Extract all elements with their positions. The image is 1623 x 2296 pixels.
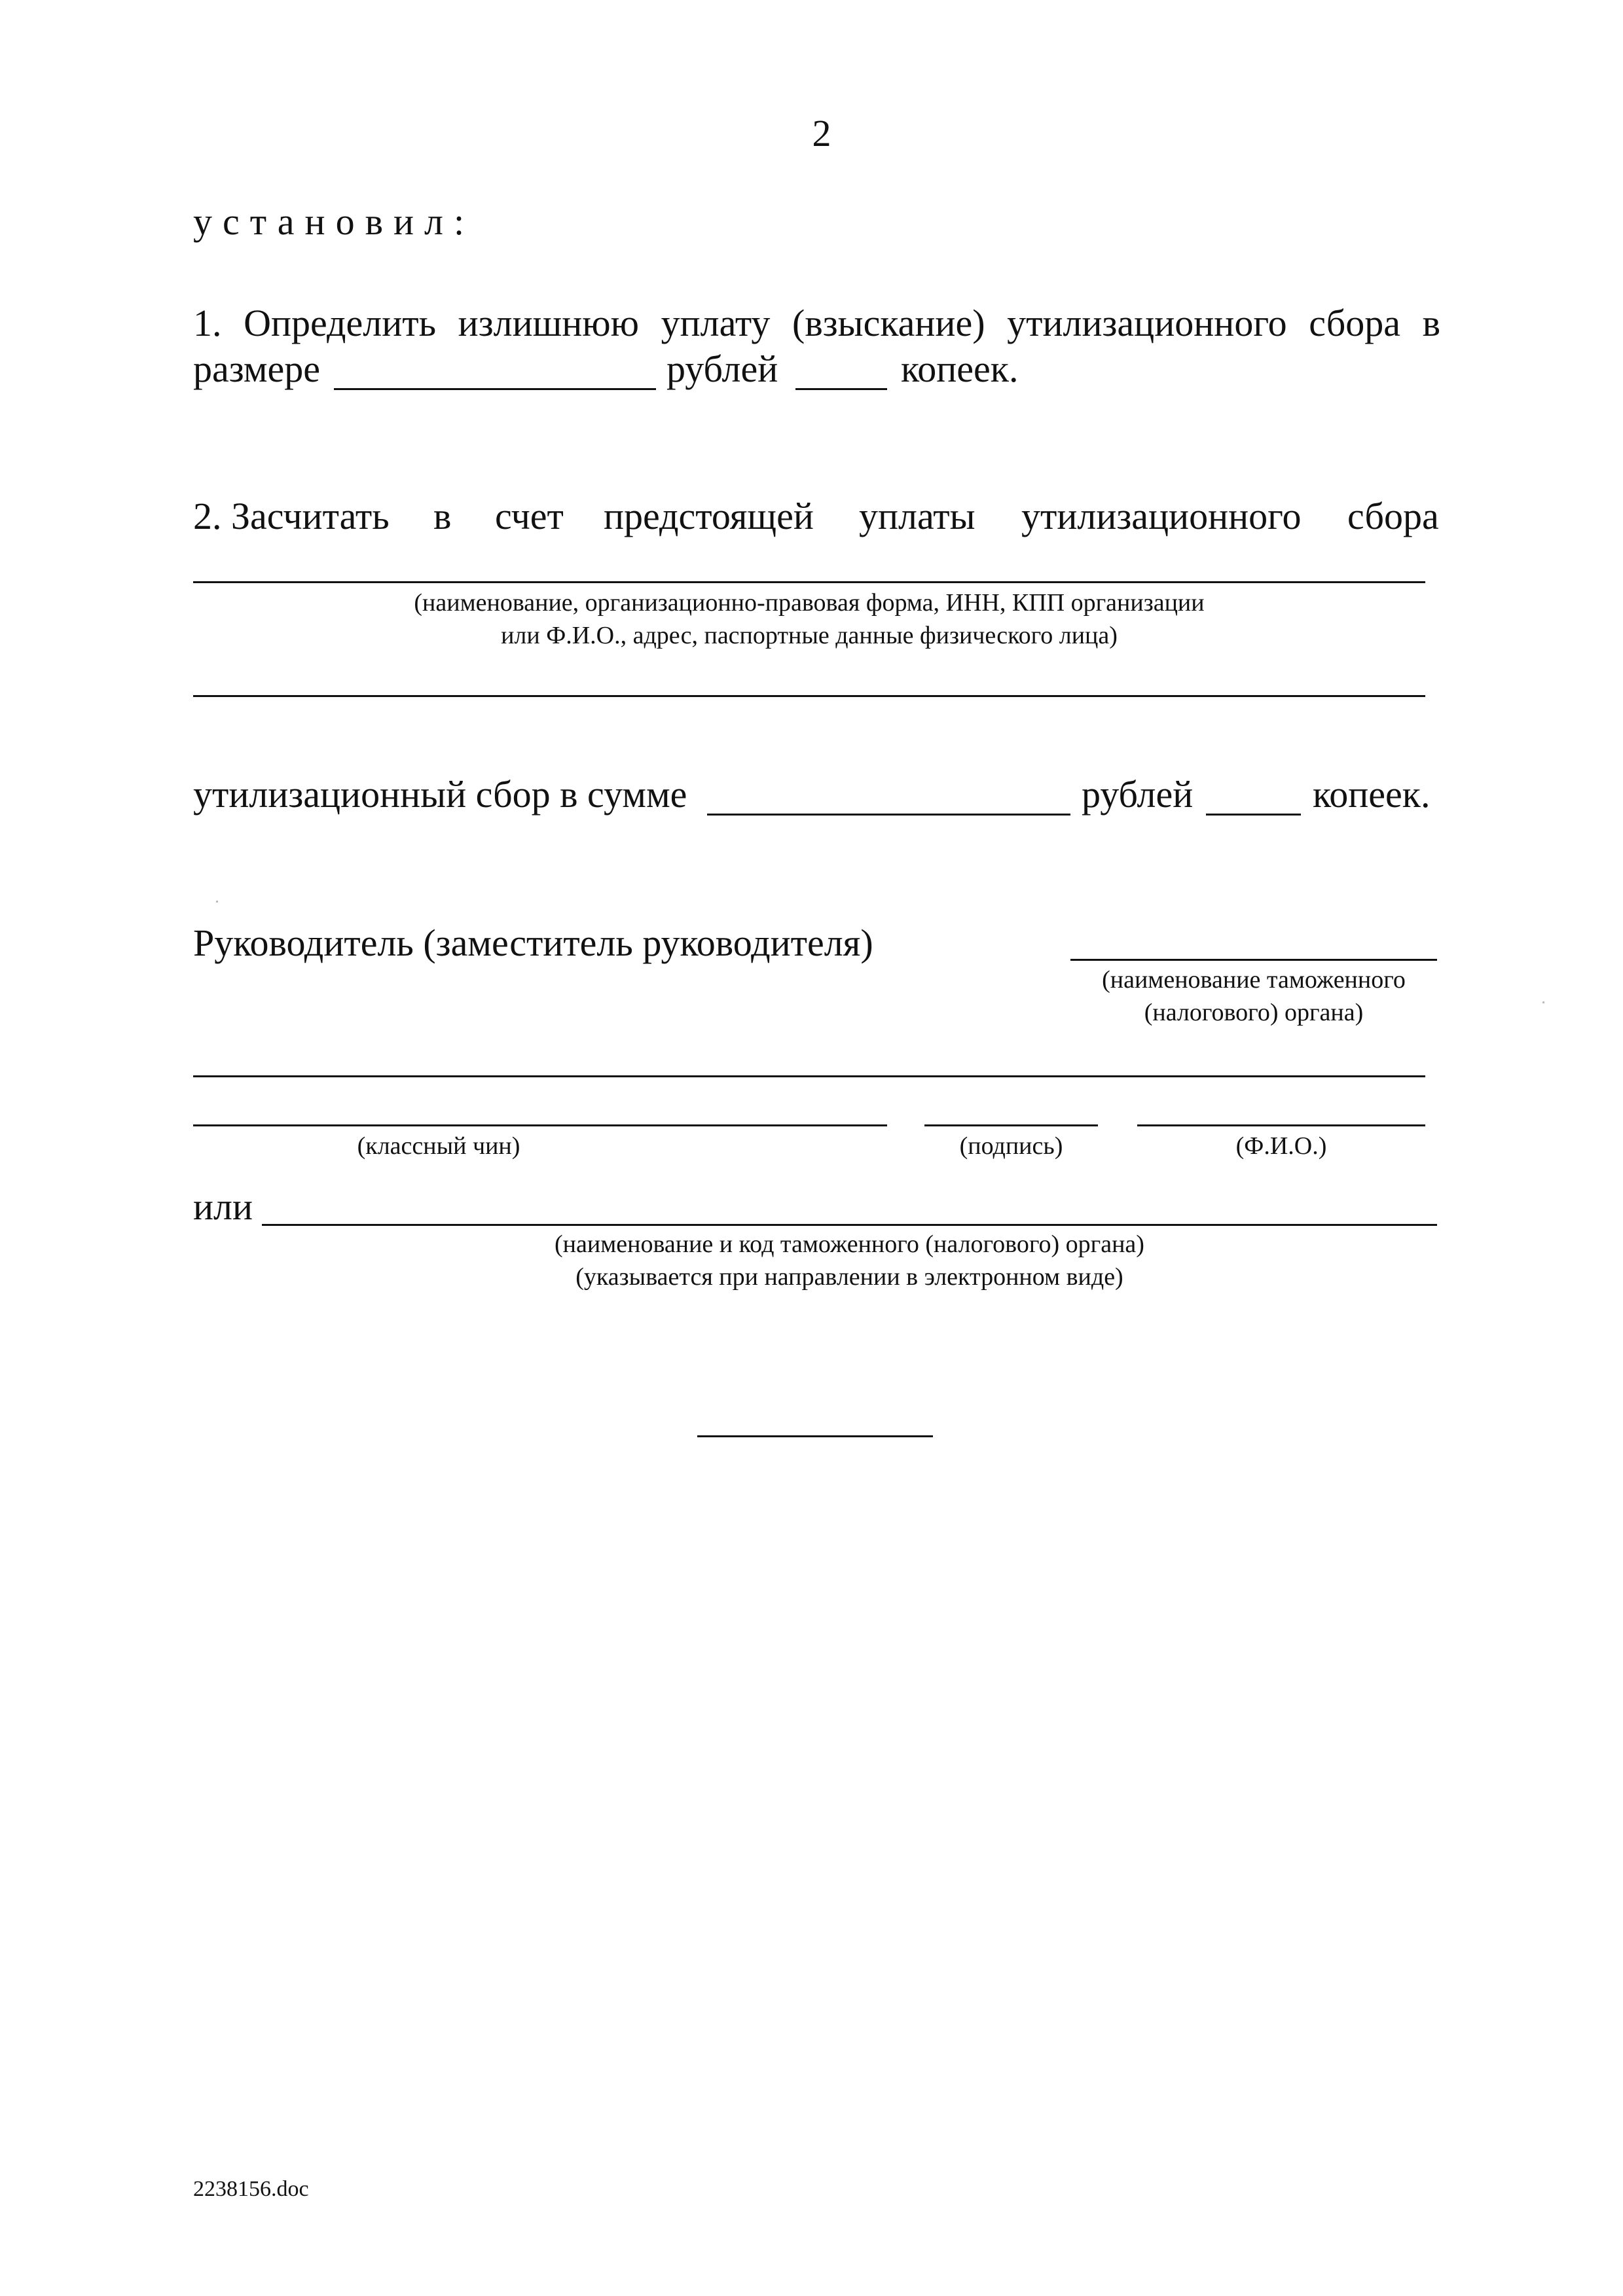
item2-word-7: сбора xyxy=(1347,495,1439,537)
sum-label: утилизационный сбор в сумме xyxy=(193,773,687,816)
item1-amount-kop-line[interactable] xyxy=(795,388,887,390)
sum-rub-line[interactable] xyxy=(707,814,1070,816)
item1-razmere: размере xyxy=(193,348,321,390)
item1-line1: 1. Определить излишнюю уплату (взыскание) утилизационного сбора в xyxy=(193,302,1440,344)
item2-word-2: в xyxy=(433,495,452,537)
or-caption-1: (наименование и код таможенного (налогового) органа) xyxy=(555,1230,1144,1258)
item1-rubley: рублей xyxy=(666,348,778,390)
item2-word-1: 2. Засчитать xyxy=(193,495,390,537)
sum-rubley: рублей xyxy=(1082,773,1194,816)
scan-speck xyxy=(216,901,218,903)
item1-amount-rub-line[interactable] xyxy=(334,388,656,390)
item2-payer-caption-2: или Ф.И.О., адрес, паспортные данные физического лица) xyxy=(501,622,1118,649)
item2-payer-caption-1: (наименование, организационно-правовая форма, ИНН, КПП организации xyxy=(414,589,1205,617)
head-position-line[interactable] xyxy=(193,1075,1425,1077)
end-divider xyxy=(697,1435,933,1437)
fio-caption: (Ф.И.О.) xyxy=(1235,1132,1327,1160)
item2-word-6: утилизационного xyxy=(1021,495,1302,537)
fio-line[interactable] xyxy=(1137,1124,1425,1126)
rank-line[interactable] xyxy=(193,1124,887,1126)
rank-caption: (классный чин) xyxy=(357,1132,520,1160)
item2-word-5: уплаты xyxy=(859,495,976,537)
or-label: или xyxy=(193,1185,253,1228)
organ-name-line[interactable] xyxy=(1070,959,1437,961)
footer-doc-name: 2238156.doc xyxy=(193,2177,309,2201)
page-number: 2 xyxy=(812,112,831,154)
ustanovil-heading: установил: xyxy=(193,200,475,243)
item1-kopeek: копеек. xyxy=(901,348,1019,390)
item2-word-4: предстоящей xyxy=(604,495,814,537)
organ-caption-2: (налогового) органа) xyxy=(1144,999,1364,1026)
item2-payer-line[interactable] xyxy=(193,581,1425,583)
or-organ-line[interactable] xyxy=(262,1224,1437,1226)
scan-speck-2 xyxy=(1542,1001,1544,1003)
sign-caption: (подпись) xyxy=(959,1132,1063,1160)
item2-word-3: счет xyxy=(495,495,564,537)
item2-payer-line-2[interactable] xyxy=(193,695,1425,697)
organ-caption-1: (наименование таможенного xyxy=(1102,966,1406,994)
head-label: Руководитель (заместитель руководителя) xyxy=(193,922,873,964)
or-caption-2: (указывается при направлении в электронном виде) xyxy=(575,1263,1123,1291)
sum-kop-line[interactable] xyxy=(1206,814,1301,816)
sum-kopeek: копеек. xyxy=(1313,773,1431,816)
sign-line[interactable] xyxy=(924,1124,1098,1126)
